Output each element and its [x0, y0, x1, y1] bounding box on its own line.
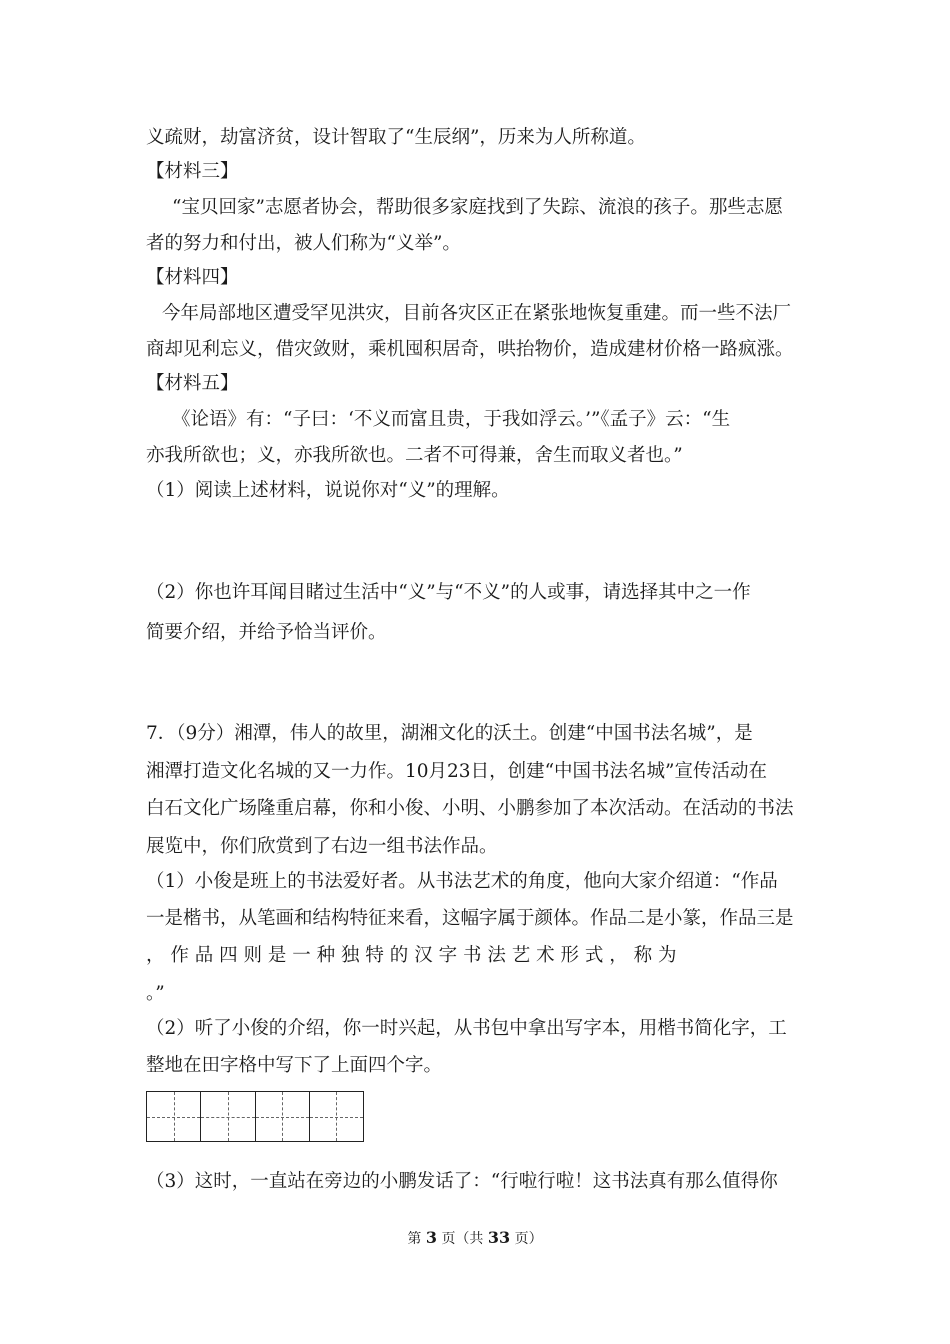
text-line: 简要介绍，并给予恰当评价。 — [146, 622, 387, 643]
text-line: 白石文化广场隆重启幕，你和小俊、小明、小鹏参加了本次活动。在活动的书法 — [146, 798, 794, 819]
text-line: 湘潭打造文化名城的又一力作。10月23日，创建“中国书法名城”宣传活动在 — [146, 761, 767, 782]
text-line: 者的努力和付出，被人们称为“义举”。 — [146, 233, 461, 254]
question-7-2: （2）听了小俊的介绍，你一时兴起，从书包中拿出写字本，用楷书简化字，工 — [146, 1018, 787, 1039]
question-7-stem: 7．（9分）湘潭，伟人的故里，湖湘文化的沃土。创建“中国书法名城”，是 — [146, 723, 753, 744]
grid-cell — [201, 1092, 255, 1141]
grid-cell — [147, 1092, 201, 1141]
text-line: 商却见利忘义，借灾敛财，乘机囤积居奇，哄抬物价，造成建材价格一路疯涨。 — [146, 339, 794, 360]
section-heading-material-5: 【材料五】 — [146, 373, 239, 394]
text-line: 亦我所欲也；义，亦我所欲也。二者不可得兼，舍生而取义者也。” — [146, 445, 683, 466]
section-heading-material-3: 【材料三】 — [146, 161, 239, 182]
grid-cell — [256, 1092, 310, 1141]
text-line: “宝贝回家”志愿者协会，帮助很多家庭找到了失踪、流浪的孩子。那些志愿 — [172, 197, 783, 218]
text-line: 今年局部地区遭受罕见洪灾，目前各灾区正在紧张地恢复重建。而一些不法厂 — [162, 303, 792, 324]
section-heading-material-4: 【材料四】 — [146, 267, 239, 288]
footer-prefix: 第 — [407, 1231, 422, 1247]
footer-total-pages: 33 — [487, 1228, 511, 1247]
page-footer — [0, 1228, 950, 1249]
text-line: 义疏财，劫富济贫，设计智取了“生辰纲”，历来为人所称道。 — [146, 127, 646, 148]
grid-cell — [310, 1092, 363, 1141]
footer-page-number: 3 — [425, 1228, 437, 1247]
question-6-1: （1）阅读上述材料，说说你对“义”的理解。 — [146, 480, 510, 501]
text-line: 《论语》有：“子曰：‘不义而富且贵，于我如浮云。’”《孟子》云：“生 — [172, 409, 731, 430]
question-7-1: （1）小俊是班上的书法爱好者。从书法艺术的角度，他向大家介绍道：“作品 — [146, 871, 778, 892]
footer-middle: 页（共 — [441, 1231, 484, 1247]
text-line: 整地在田字格中写下了上面四个字。 — [146, 1055, 443, 1076]
question-6-2: （2）你也许耳闻目睹过生活中“义”与“不义”的人或事，请选择其中之一作 — [146, 582, 751, 603]
footer-suffix: 页） — [514, 1231, 543, 1247]
text-line: ， 作 品 四 则 是 一 种 独 特 的 汉 字 书 法 艺 术 形 式 ， 称 为 — [146, 945, 677, 966]
text-line: 展览中，你们欣赏到了右边一组书法作品。 — [146, 836, 498, 857]
text-line: 。” — [146, 983, 165, 1004]
question-7-3: （3）这时，一直站在旁边的小鹏发话了：“行啦行啦！这书法真有那么值得你 — [146, 1171, 778, 1192]
tianzige-writing-grid — [146, 1091, 364, 1142]
text-line: 一是楷书，从笔画和结构特征来看，这幅字属于颜体。作品二是小篆，作品三是 — [146, 908, 794, 929]
